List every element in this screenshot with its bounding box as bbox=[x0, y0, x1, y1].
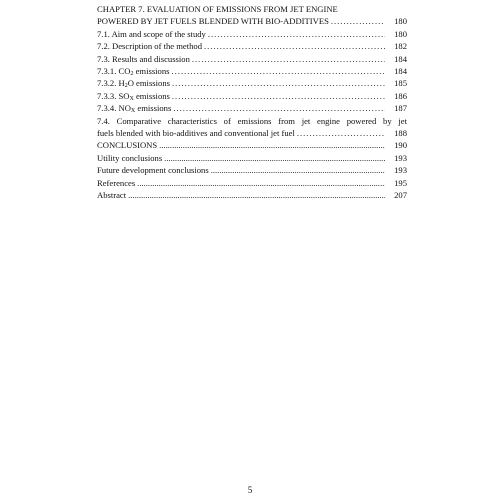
subscript: 2 bbox=[130, 71, 134, 78]
toc-entry-title-suffix: emissions bbox=[135, 103, 172, 114]
toc-entry bbox=[97, 65, 407, 77]
page-number: 5 bbox=[247, 485, 253, 495]
toc-entry-title: Future development conclusions bbox=[97, 165, 209, 176]
dot-leader bbox=[164, 152, 385, 164]
chapter-7-title-line-2 bbox=[97, 15, 407, 27]
dot-leader bbox=[159, 139, 385, 151]
dot-leader bbox=[192, 53, 385, 65]
subscript: X bbox=[130, 108, 136, 115]
toc-page-number: 193 bbox=[394, 165, 407, 176]
dot-leader bbox=[173, 102, 385, 114]
toc-entry-title-text: 7.3.2. H bbox=[97, 78, 125, 89]
toc-entry-title bbox=[97, 65, 170, 77]
toc-entry-title-text: 7.2. Description of the method bbox=[97, 41, 203, 52]
toc-entry bbox=[97, 139, 407, 151]
dot-leader bbox=[137, 177, 385, 189]
toc-page-number: 186 bbox=[394, 90, 407, 101]
dot-leader bbox=[208, 28, 385, 40]
dot-leader bbox=[128, 189, 385, 201]
toc-page-number: 182 bbox=[394, 41, 407, 52]
toc-entry-title-text: 7.1. Aim and scope of the study bbox=[97, 28, 206, 39]
toc-entry-title bbox=[97, 53, 190, 65]
section-7-4-title-line-2 bbox=[97, 127, 407, 139]
toc-entry bbox=[97, 28, 407, 40]
toc-entry bbox=[97, 90, 407, 102]
toc-page-number: 187 bbox=[394, 103, 407, 114]
toc-entry-title bbox=[97, 77, 170, 89]
toc-page-number: 185 bbox=[394, 78, 407, 89]
dot-leader bbox=[172, 65, 386, 77]
toc-entry bbox=[97, 53, 407, 65]
subscript: 2 bbox=[124, 83, 128, 90]
toc-entry bbox=[97, 77, 407, 89]
toc-entry-title-text: 7.3. Results and discussion bbox=[97, 53, 190, 64]
dot-leader bbox=[172, 90, 385, 102]
table-of-contents bbox=[97, 3, 407, 202]
toc-entry bbox=[97, 164, 407, 176]
toc-entry bbox=[97, 152, 407, 164]
toc-entry-title-text: 7.3.1. CO bbox=[97, 66, 131, 77]
dot-leader bbox=[331, 15, 385, 27]
toc-entry-title-suffix: emissions bbox=[133, 66, 170, 77]
toc-entry-title: POWERED BY JET FUELS BLENDED WITH BIO-ADDITIVES bbox=[97, 16, 329, 27]
toc-page-number: 180 bbox=[394, 28, 407, 39]
toc-page-number: 184 bbox=[394, 53, 407, 64]
toc-entry-title: fuels blended with bio-additives and conventional jet fuel bbox=[97, 128, 295, 139]
toc-entry-title: References bbox=[97, 177, 136, 188]
toc-page-number: 180 bbox=[394, 16, 407, 27]
toc-entry-title: Abstract bbox=[97, 190, 127, 201]
toc-entry-title-text: 7.3.4. NO bbox=[97, 103, 131, 114]
toc-page-number: 190 bbox=[394, 140, 407, 151]
section-7-4-title-line-1: 7.4. Comparative characteristics of emissions from jet engine powered by jet bbox=[97, 115, 407, 126]
toc-entry-title: Utility conclusions bbox=[97, 152, 163, 163]
toc-page-number: 188 bbox=[394, 128, 407, 139]
toc-page-number: 195 bbox=[394, 177, 407, 188]
chapter-7-title-line-1: CHAPTER 7. EVALUATION OF EMISSIONS FROM JET ENGINE bbox=[97, 4, 338, 14]
toc-page-number: 193 bbox=[394, 152, 407, 163]
toc-entry-title bbox=[97, 90, 170, 102]
subscript: X bbox=[129, 95, 134, 102]
toc-entry bbox=[97, 177, 407, 189]
dot-leader bbox=[204, 40, 385, 52]
toc-entry bbox=[97, 40, 407, 52]
toc-entry-title-suffix: emissions bbox=[133, 90, 170, 101]
dot-leader bbox=[297, 127, 385, 139]
dot-leader bbox=[211, 164, 385, 176]
dot-leader bbox=[172, 77, 385, 89]
toc-entry bbox=[97, 189, 407, 201]
toc-page-number: 184 bbox=[394, 66, 407, 77]
toc-entry-title-suffix: O emissions bbox=[127, 78, 170, 89]
toc-entry-title: CONCLUSIONS bbox=[97, 140, 158, 151]
toc-entry-title bbox=[97, 40, 202, 52]
toc-page-number: 207 bbox=[394, 190, 407, 201]
toc-entry-title bbox=[97, 28, 206, 40]
toc-entry bbox=[97, 102, 407, 114]
toc-entry-title-text: 7.3.3. SO bbox=[97, 90, 130, 101]
toc-entry-title bbox=[97, 102, 171, 114]
